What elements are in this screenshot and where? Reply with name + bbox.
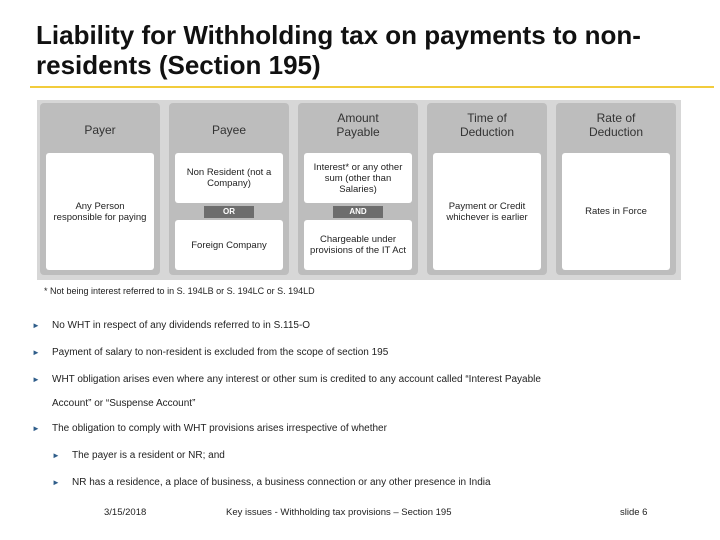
interest-footnote: * Not being interest referred to in S. 194LB or S. 194LC or S. 194LD	[44, 286, 315, 296]
bullet-continuation	[52, 390, 195, 417]
payer-column	[40, 103, 160, 275]
bullet-text: No WHT in respect of any dividends referred to in S.115-O	[52, 320, 311, 331]
footer-date: 3/15/2018	[104, 507, 147, 518]
rate-of-deduction-box: Rates in Force	[562, 153, 670, 270]
title-underline	[30, 86, 714, 88]
amount-box-chargeable: Chargeable under provisions of the IT Act	[304, 220, 412, 270]
bullet-arrow-icon: ►	[32, 348, 40, 357]
slide-title: Liability for Withholding tax on payments to non-residents (Section 195)	[36, 20, 641, 80]
and-connector: AND	[333, 206, 383, 218]
bullet-item	[32, 339, 388, 366]
rate-of-deduction-heading: Rate of Deduction	[588, 111, 644, 139]
bullet-arrow-icon: ►	[32, 424, 40, 433]
bullet-text-continued: Account” or “Suspense Account”	[52, 398, 196, 409]
sub-bullet-arrow-icon: ►	[52, 451, 60, 460]
time-of-deduction-heading: Time of Deduction	[459, 111, 515, 139]
rate-of-deduction-column	[556, 103, 676, 275]
time-of-deduction-box: Payment or Credit whichever is earlier	[433, 153, 541, 270]
bullet-text: WHT obligation arises even where any interest or other sum is credited to any account called “Interest Payable	[52, 374, 541, 385]
payee-box-foreign-company: Foreign Company	[175, 220, 283, 270]
sub-bullet-item	[52, 442, 225, 469]
bullet-item	[32, 312, 310, 339]
sub-bullet-item	[52, 469, 491, 496]
sub-bullet-text: The payer is a resident or NR; and	[72, 450, 225, 461]
amount-payable-heading: Amount Payable	[336, 111, 380, 139]
bullet-item	[32, 366, 541, 393]
bullet-item	[32, 415, 387, 442]
payee-box-non-resident: Non Resident (not a Company)	[175, 153, 283, 203]
sub-bullet-arrow-icon: ►	[52, 478, 60, 487]
payer-heading: Payer	[84, 123, 116, 137]
footer-title: Key issues - Withholding tax provisions – Section 195	[226, 507, 452, 518]
bullet-text: The obligation to comply with WHT provisions arises irrespective of whether	[52, 423, 387, 434]
amount-box-interest: Interest* or any other sum (other than Salaries)	[304, 153, 412, 203]
bullet-arrow-icon: ►	[32, 321, 40, 330]
payer-box: Any Person responsible for paying	[46, 153, 154, 270]
payee-column	[169, 103, 289, 275]
time-of-deduction-column	[427, 103, 547, 275]
bullet-arrow-icon: ►	[32, 375, 40, 384]
section-195-diagram	[37, 100, 681, 280]
slide-number: slide 6	[620, 507, 648, 518]
bullet-text: Payment of salary to non-resident is excluded from the scope of section 195	[52, 347, 389, 358]
or-connector: OR	[204, 206, 254, 218]
payee-heading: Payee	[211, 123, 247, 137]
sub-bullet-text: NR has a residence, a place of business, a business connection or any other presence in India	[72, 477, 491, 488]
amount-payable-column	[298, 103, 418, 275]
